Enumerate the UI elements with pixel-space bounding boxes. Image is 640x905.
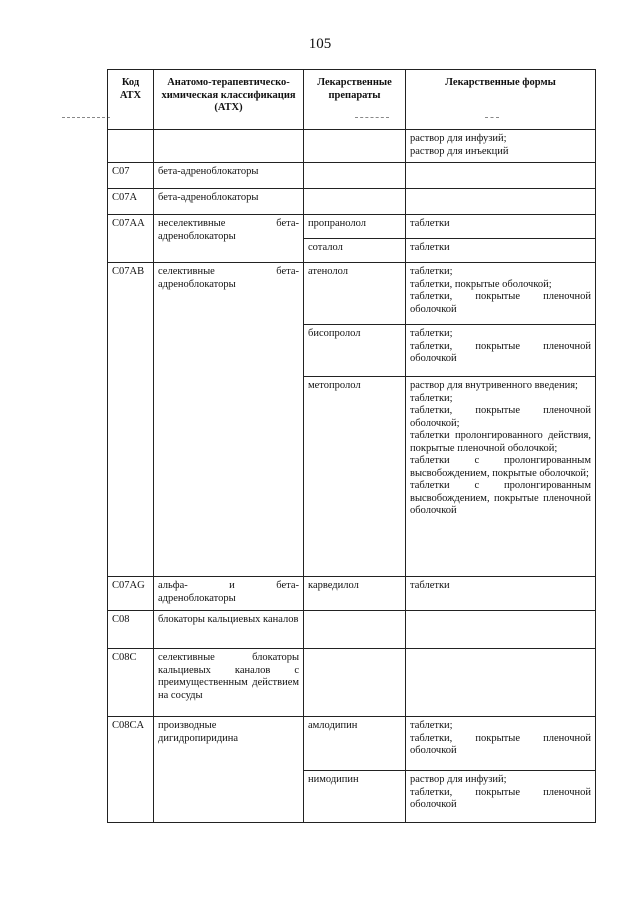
table-row-c07a bbox=[108, 189, 596, 215]
header-classification: Анатомо-терапевтическо-химическая классификация (АТХ) bbox=[154, 70, 304, 130]
forms-cell bbox=[406, 717, 596, 771]
drug-cell: нимодипин bbox=[304, 771, 406, 823]
forms-cell bbox=[406, 325, 596, 377]
drug-cell bbox=[304, 130, 406, 163]
drug-cell: соталол bbox=[304, 239, 406, 263]
classification-cell: бета-адреноблокаторы bbox=[154, 163, 304, 189]
table-row-c08c bbox=[108, 649, 596, 717]
table-row-c07ab bbox=[108, 263, 596, 325]
drug-cell bbox=[304, 189, 406, 215]
form-line: таблетки, покрытые пленочной оболочкой; bbox=[410, 405, 591, 429]
classification-cell bbox=[154, 130, 304, 163]
form-line: таблетки, покрытые пленочной оболочкой bbox=[410, 786, 591, 810]
form-line: таблетки с пролонгированным высвобождением, покрытые оболочкой; bbox=[410, 455, 591, 479]
form-line: таблетки bbox=[410, 242, 450, 253]
code-cell: C07AA bbox=[108, 215, 154, 263]
classification-cell: производные дигидропиридина bbox=[154, 717, 304, 823]
forms-cell bbox=[406, 771, 596, 823]
forms-cell bbox=[406, 239, 596, 263]
drug-cell: амлодипин bbox=[304, 717, 406, 771]
header-code: Код АТХ bbox=[108, 70, 154, 130]
form-line: таблетки, покрытые пленочной оболочкой bbox=[410, 732, 591, 756]
drug-cell: бисопролол bbox=[304, 325, 406, 377]
form-line: таблетки; bbox=[410, 328, 453, 339]
form-line: таблетки bbox=[410, 218, 450, 229]
scan-mark-left bbox=[62, 117, 110, 118]
classification-cell: блокаторы кальциевых каналов bbox=[154, 611, 304, 649]
page-number: 105 bbox=[308, 36, 332, 52]
classification-cell: бета-адреноблокаторы bbox=[154, 189, 304, 215]
classification-cell: селективные бета-адреноблокаторы bbox=[154, 263, 304, 577]
drug-cell bbox=[304, 649, 406, 717]
drug-cell: пропранолол bbox=[304, 215, 406, 239]
form-line: таблетки bbox=[410, 580, 450, 591]
form-line: таблетки, покрытые оболочкой; bbox=[410, 278, 552, 290]
forms-cell bbox=[406, 130, 596, 163]
forms-cell bbox=[406, 189, 596, 215]
header-drugs: Лекарственные препараты bbox=[304, 70, 406, 130]
code-cell: C07A bbox=[108, 189, 154, 215]
table-row-c08ca bbox=[108, 717, 596, 771]
header-forms: Лекарственные формы bbox=[406, 70, 596, 130]
table-row-c07aa bbox=[108, 215, 596, 239]
drug-cell: атенолол bbox=[304, 263, 406, 325]
atx-table bbox=[107, 69, 596, 823]
forms-cell bbox=[406, 163, 596, 189]
table-header-row bbox=[108, 70, 596, 130]
forms-cell bbox=[406, 577, 596, 611]
forms-cell bbox=[406, 215, 596, 239]
drug-cell bbox=[304, 163, 406, 189]
form-line: таблетки с пролонгированным высвобождением, покрытые пленочной оболочкой bbox=[410, 480, 591, 516]
drug-cell: метопролол bbox=[304, 377, 406, 577]
form-line: раствор для инфузий; bbox=[410, 774, 507, 785]
form-line: таблетки пролонгированного действия, покрытые пленочной оболочкой; bbox=[410, 430, 591, 454]
form-line: таблетки, покрытые пленочной оболочкой bbox=[410, 340, 591, 364]
classification-cell: неселективные бета-адреноблокаторы bbox=[154, 215, 304, 263]
classification-cell: селективные блокаторы кальциевых каналов с преимущественным действием на сосуды bbox=[154, 649, 304, 717]
table-row-c07 bbox=[108, 163, 596, 189]
form-line: раствор для инфузий; bbox=[410, 133, 507, 144]
form-line: таблетки, покрытые пленочной оболочкой bbox=[410, 291, 591, 315]
form-line: таблетки; bbox=[410, 266, 453, 277]
form-line: таблетки; bbox=[410, 720, 453, 731]
table-row-c07ag bbox=[108, 577, 596, 611]
code-cell: C08CA bbox=[108, 717, 154, 823]
form-line: таблетки; bbox=[410, 392, 453, 404]
form-line: раствор для инъекций bbox=[410, 145, 509, 157]
code-cell: C07AB bbox=[108, 263, 154, 577]
table-row-continuation bbox=[108, 130, 596, 163]
forms-cell bbox=[406, 649, 596, 717]
code-cell: C08 bbox=[108, 611, 154, 649]
form-line: раствор для внутривенного введения; bbox=[410, 380, 578, 391]
forms-cell bbox=[406, 611, 596, 649]
drug-cell: карведилол bbox=[304, 577, 406, 611]
classification-cell: альфа- и бета-адреноблокаторы bbox=[154, 577, 304, 611]
code-cell: C07AG bbox=[108, 577, 154, 611]
table-row-c08 bbox=[108, 611, 596, 649]
code-cell: C08C bbox=[108, 649, 154, 717]
drug-cell bbox=[304, 611, 406, 649]
forms-cell bbox=[406, 263, 596, 325]
forms-cell bbox=[406, 377, 596, 577]
code-cell bbox=[108, 130, 154, 163]
code-cell: C07 bbox=[108, 163, 154, 189]
